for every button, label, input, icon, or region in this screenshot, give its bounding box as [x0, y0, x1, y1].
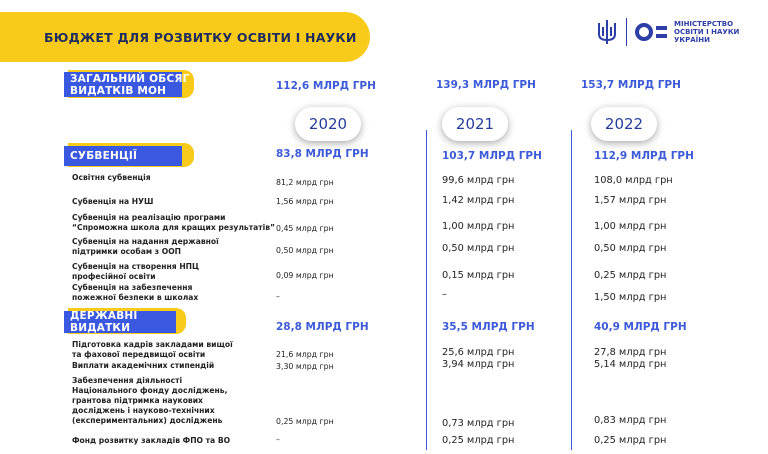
state-row-2022: 27,8 млрд грн — [594, 347, 667, 358]
subvention-row-2020: 0,09 млрд грн — [276, 271, 334, 280]
state-label: ДЕРЖАВНІ ВИДАТКИ — [70, 310, 138, 334]
state-row-2020: – — [276, 435, 280, 444]
subvention-row-2021: 0,50 млрд грн — [442, 243, 515, 254]
subvention-row-2022: 1,50 млрд грн — [594, 292, 667, 303]
subvention-row-label: Освітня субвенція — [72, 173, 151, 182]
state-row-2021: 3,94 млрд грн — [442, 359, 515, 370]
year-2020: 2020 — [295, 107, 361, 141]
subvention-row-label: Субвенція на надання державної підтримки особам з ООП — [72, 237, 219, 256]
state-row-2022: 0,83 млрд грн — [594, 415, 667, 426]
state-row-2021: 25,6 млрд грн — [442, 347, 515, 358]
state-row-label: Забезпечення діяльності Національного фонду досліджень, грантова підтримка наукових досліджень і науково-технічних (експериментальних) досліджень — [72, 376, 228, 425]
state-row-label: Виплати академічних стипендій — [72, 361, 215, 370]
state-row-2020: 0,25 млрд грн — [276, 417, 334, 426]
subvention-row-label: Субвенція на створення НПЦ професійної освіти — [72, 262, 200, 281]
total-2022: 153,7 МЛРД ГРН — [581, 79, 681, 91]
total-2020: 112,6 МЛРД ГРН — [276, 80, 376, 92]
subvention-row-2020: 1,56 млрд грн — [276, 197, 334, 206]
subvention-row-2022: 0,50 млрд грн — [594, 243, 667, 254]
subvention-row-2022: 1,00 млрд грн — [594, 221, 667, 232]
subvention-row-2020: – — [276, 292, 280, 301]
state-row-2021: 0,73 млрд грн — [442, 418, 515, 429]
state-row-2022: 5,14 млрд грн — [594, 359, 667, 370]
total-label: ЗАГАЛЬНИЙ ОБСЯГ ВИДАТКІВ МОН — [70, 73, 190, 97]
subvention-row-2020: 0,50 млрд грн — [276, 246, 334, 255]
subvention-row-2020: 81,2 млрд грн — [276, 178, 334, 187]
ministry-logo — [596, 18, 739, 46]
subventions-label: СУБВЕНЦІЇ — [70, 150, 138, 162]
divider-2021 — [426, 130, 427, 450]
state-row-2020: 3,30 млрд грн — [276, 362, 334, 371]
subvention-row-2021: 1,42 млрд грн — [442, 195, 515, 206]
subventions-total-2021: 103,7 МЛРД ГРН — [442, 150, 542, 162]
subvention-row-label: Субвенція на забезпечення пожежної безпеки в школах — [72, 283, 199, 302]
subvention-row-2022: 108,0 млрд грн — [594, 175, 673, 186]
subvention-row-2022: 1,57 млрд грн — [594, 195, 667, 206]
subventions-total-2020: 83,8 МЛРД ГРН — [276, 148, 369, 160]
subvention-row-2021: 1,00 млрд грн — [442, 221, 515, 232]
divider-2022 — [571, 130, 572, 450]
subvention-row-label: Субвенція на реалізацію програми “Спроможна школа для кращих результатів” — [72, 213, 276, 232]
subvention-row-2021: 99,6 млрд грн — [442, 175, 515, 186]
state-row-label: Фонд розвитку закладів ФПО та ВО — [72, 436, 231, 445]
state-total-2022: 40,9 МЛРД ГРН — [594, 321, 687, 333]
subvention-row-2020: 0,45 млрд грн — [276, 224, 334, 233]
state-row-2020: 21,6 млрд грн — [276, 350, 334, 359]
subvention-row-2021: – — [442, 289, 447, 300]
subvention-row-2021: 0,15 млрд грн — [442, 270, 515, 281]
ministry-name: МІНІСТЕРСТВО ОСВІТИ І НАУКИ УКРАЇНИ — [674, 20, 740, 44]
mon-circle-icon — [635, 23, 653, 41]
page-title: БЮДЖЕТ ДЛЯ РОЗВИТКУ ОСВІТИ І НАУКИ — [44, 30, 357, 45]
state-total-2020: 28,8 МЛРД ГРН — [276, 321, 369, 333]
year-2021: 2021 — [442, 107, 508, 141]
state-row-2021: 0,25 млрд грн — [442, 435, 515, 446]
total-2021: 139,3 МЛРД ГРН — [436, 79, 536, 91]
subventions-total-2022: 112,9 МЛРД ГРН — [594, 150, 694, 162]
year-2022: 2022 — [591, 107, 657, 141]
subvention-row-label: Субвенція на НУШ — [72, 197, 154, 206]
state-row-2022: 0,25 млрд грн — [594, 435, 667, 446]
state-total-2021: 35,5 МЛРД ГРН — [442, 321, 535, 333]
logo-separator — [626, 18, 627, 46]
trident-icon — [596, 18, 618, 46]
mon-bars-icon — [656, 26, 667, 38]
subvention-row-2022: 0,25 млрд грн — [594, 270, 667, 281]
state-row-label: Підготовка кадрів закладами вищої та фахової передвищої освіти — [72, 340, 233, 359]
